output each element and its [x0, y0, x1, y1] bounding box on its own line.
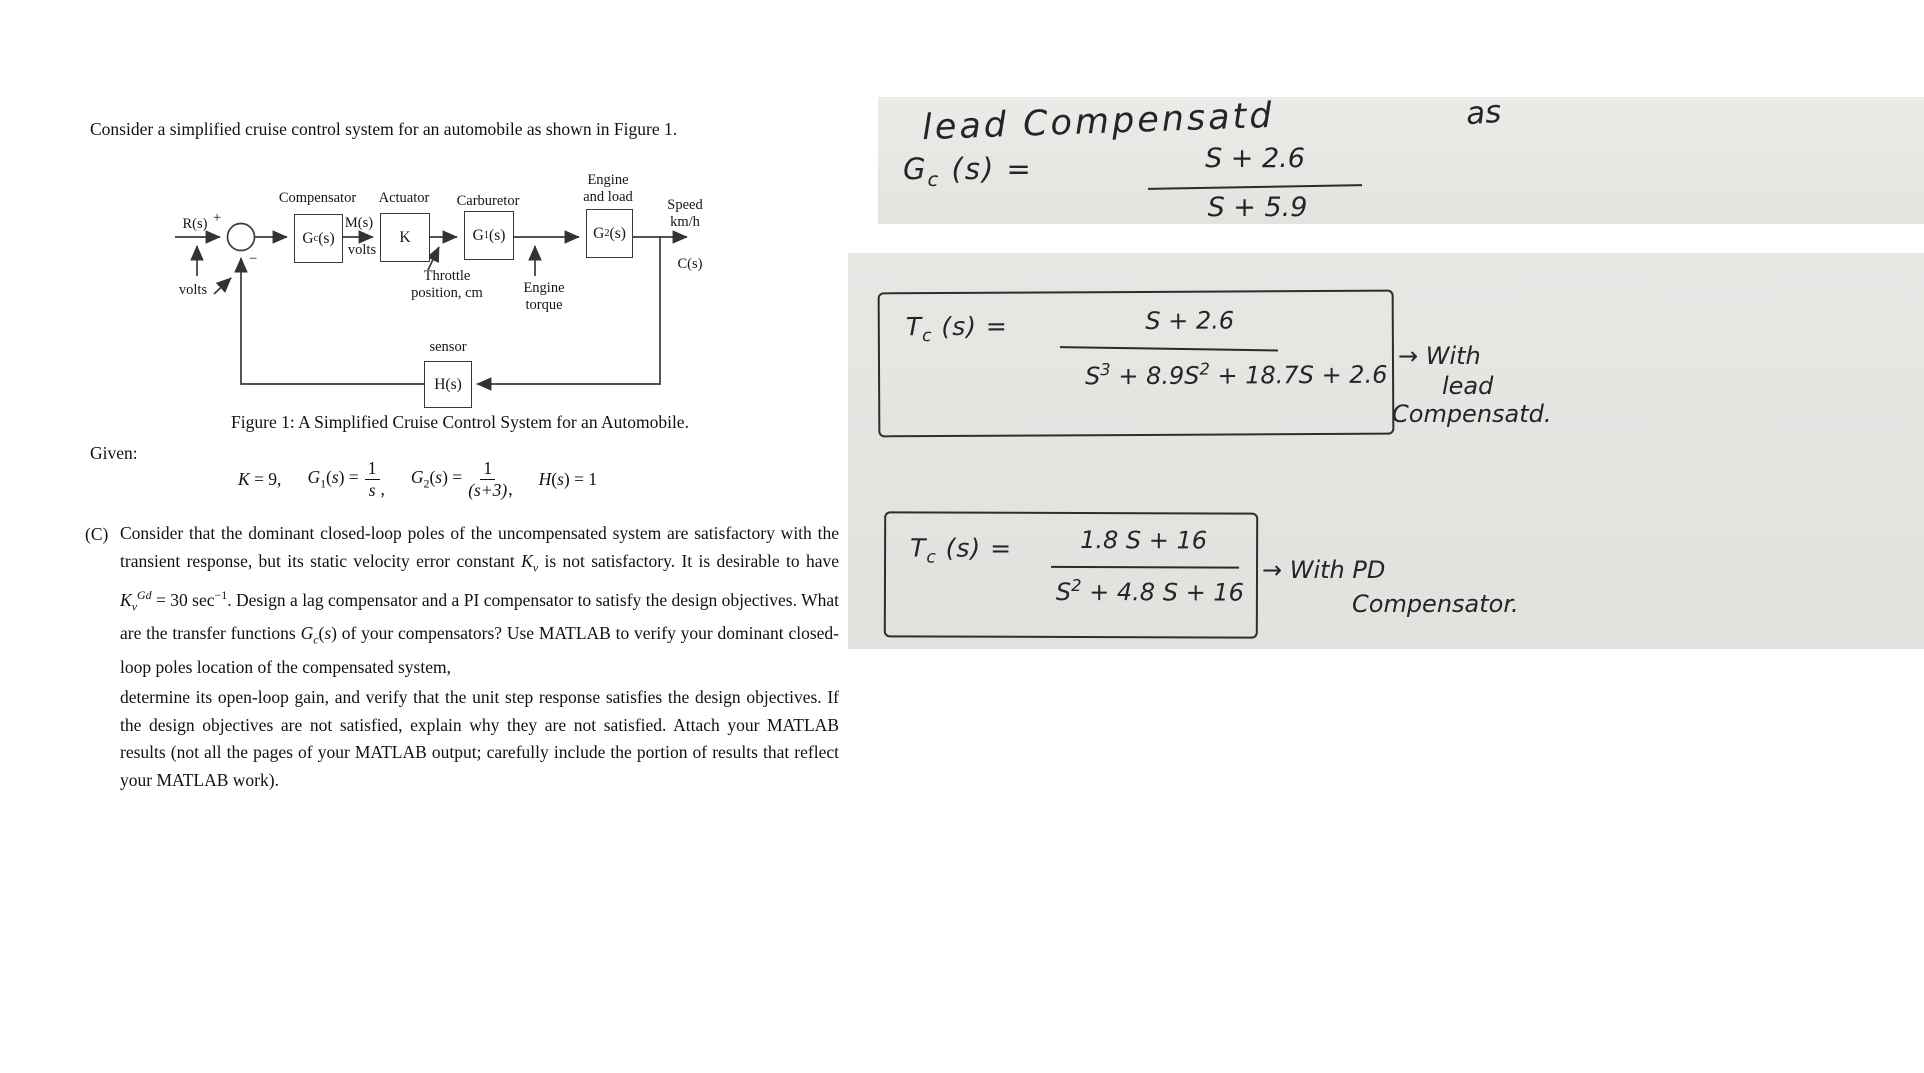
- box1-note-line2: lead: [1442, 372, 1494, 400]
- box1-lhs: $T_c$ (s) =: [905, 311, 1008, 347]
- summing-junction: [228, 224, 255, 251]
- actuator-label: Actuator: [378, 190, 430, 206]
- given-label: Given:: [90, 443, 138, 463]
- box1-note-line3: Compensatd.: [1392, 400, 1552, 428]
- plus-sign: +: [213, 210, 222, 226]
- minus-sign: −: [249, 251, 258, 267]
- box1-fraction-bar: [1060, 346, 1278, 352]
- m-volts-label: volts: [347, 242, 377, 258]
- eq-g1: $G_1(s)$ = $\frac{1}{s}$ ,: [307, 457, 385, 500]
- box2-numerator: 1.8 S + 16: [1080, 526, 1208, 555]
- compensator-label: Compensator: [278, 190, 357, 206]
- part-c-paragraph: Consider that the dominant closed-loop poles of the uncompensated system are satisfactory with the transient response, but its static velocity error constant $K_v$ is not satisfactory. It is desirable to have $K_v^{Gd} = 30$ $\sec^{-1}$. Design a lag compensator and a PI compensator to satisfy the design objectives. What are the transfer functions $G_c(s)$ of your compensators? Use MATLAB to verify your dominant closed-loop poles location of the compensated system,: [120, 523, 839, 678]
- throttle-label: Throttle position, cm: [411, 268, 483, 301]
- figure-1-block-diagram: [170, 172, 740, 424]
- note-gc-numerator: S + 2.6: [1205, 143, 1305, 174]
- sensor-label: sensor: [429, 339, 467, 355]
- box1-note-line1: → With: [1398, 342, 1481, 370]
- note-box-lead-compensated: [878, 290, 1395, 438]
- c-signal-label: C(s): [677, 256, 703, 272]
- m-signal-label: M(s): [344, 215, 374, 231]
- eq-k: K = 9,: [238, 468, 282, 489]
- box2-denominator: $S^2 + 4.8$ S + 16: [1055, 576, 1244, 607]
- block-carburetor-g1: G 1 (s): [464, 211, 514, 260]
- eq-h: H(s) = 1: [538, 468, 598, 489]
- part-c-label: (C): [85, 524, 109, 544]
- part-c-paragraph-2: determine its open-loop gain, and verify that the unit step response satisfies the design objectives. If the design objectives are not satisfied, explain why they are not satisfied. Attach your MATLAB results (not all the pages of your MATLAB output; carefully include the portion of results that reflect your MATLAB work).: [120, 687, 839, 790]
- carburetor-label: Carburetor: [456, 193, 520, 209]
- intro-sentence: Consider a simplified cruise control system for an automobile as shown in Figure 1.: [90, 119, 678, 139]
- note-box-pd-compensated: [884, 511, 1258, 638]
- note-gc-lhs: $G_c$ (s) =: [903, 152, 1033, 191]
- block-sensor-h: H(s): [424, 361, 472, 408]
- note-gc-denominator: S + 5.9: [1207, 192, 1308, 223]
- box2-fraction-bar: [1051, 566, 1239, 569]
- volts-input-label: volts: [178, 282, 208, 298]
- box1-denominator: $S^3 + 8.9S^2 + 18.7S + 2.6$: [1084, 359, 1388, 391]
- r-signal-label: R(s): [182, 216, 208, 232]
- block-actuator-k: K: [380, 213, 430, 262]
- g2-fraction: $\frac{1}{(s+3)}$: [468, 457, 508, 500]
- note-heading-lead-compensator: lead Compensatd: [921, 95, 1276, 149]
- block-compensator-gc: G c (s): [294, 214, 343, 263]
- box2-lhs: $T_c$ (s) =: [910, 533, 1013, 568]
- note-heading-as: as: [1464, 93, 1503, 133]
- g1-fraction: $\frac{1}{s}$: [365, 458, 380, 501]
- torque-label: Engine torque: [523, 280, 565, 313]
- given-equation: [238, 450, 597, 508]
- block-engine-load-g2: G 2 (s): [586, 209, 633, 258]
- speed-label: Speed km/h: [667, 197, 703, 230]
- eq-g2: $G_2(s)$ = $\frac{1}{(s+3)}$ ,: [410, 457, 513, 500]
- box1-numerator: S + 2.6: [1145, 306, 1235, 335]
- engine-load-label: Engine and load: [583, 172, 633, 205]
- figure-caption: Figure 1: A Simplified Cruise Control System for an Automobile.: [231, 412, 689, 432]
- box2-note-line1: → With PD: [1262, 556, 1386, 584]
- box2-note-line2: Compensator.: [1352, 590, 1519, 618]
